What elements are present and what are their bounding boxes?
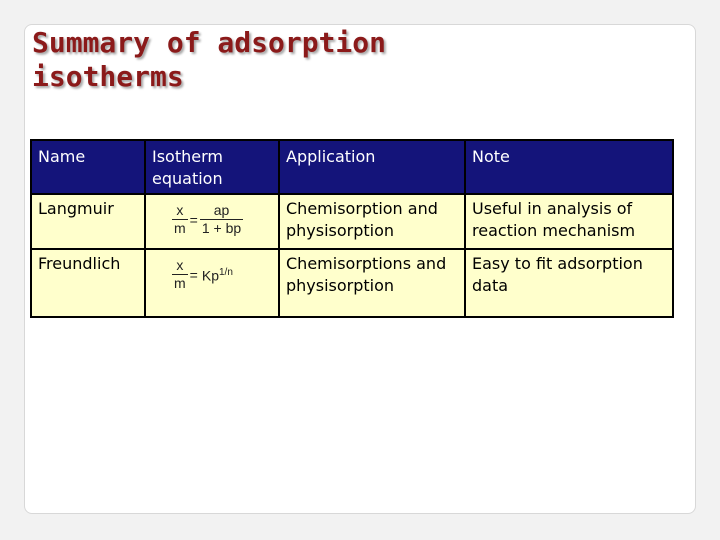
langmuir-equation <box>152 198 272 237</box>
power-term <box>202 262 233 287</box>
denominator: m <box>174 275 186 291</box>
numerator: ap <box>213 202 230 218</box>
table-header-row <box>31 140 673 194</box>
table-row <box>31 194 673 249</box>
numerator: x <box>176 202 184 218</box>
base: Kp <box>201 267 219 284</box>
equals-sign: = <box>189 211 198 228</box>
isotherm-table <box>30 139 674 318</box>
header-equation: Isotherm equation <box>145 140 279 194</box>
table-row <box>31 249 673 317</box>
cell-name: Langmuir <box>31 194 145 249</box>
cell-application: Chemisorption and physisorption <box>279 194 465 249</box>
exponent: 1/n <box>218 267 233 279</box>
numerator: x <box>176 257 184 273</box>
denominator: 1 + bp <box>201 220 242 236</box>
header-name: Name <box>31 140 145 194</box>
cell-equation <box>145 194 279 249</box>
cell-equation <box>145 249 279 317</box>
header-application: Application <box>279 140 465 194</box>
cell-note: Easy to fit adsorption data <box>465 249 673 317</box>
equals-sign: = <box>189 266 198 283</box>
header-note: Note <box>465 140 673 194</box>
cell-name: Freundlich <box>31 249 145 317</box>
fraction <box>172 257 188 292</box>
freundlich-equation <box>152 253 272 292</box>
fraction <box>200 202 243 237</box>
slide-title: Summary of adsorption isotherms <box>32 26 387 93</box>
cell-application: Chemisorptions and physisorption <box>279 249 465 317</box>
fraction <box>172 202 188 237</box>
denominator: m <box>174 220 186 236</box>
cell-note: Useful in analysis of reaction mechanism <box>465 194 673 249</box>
